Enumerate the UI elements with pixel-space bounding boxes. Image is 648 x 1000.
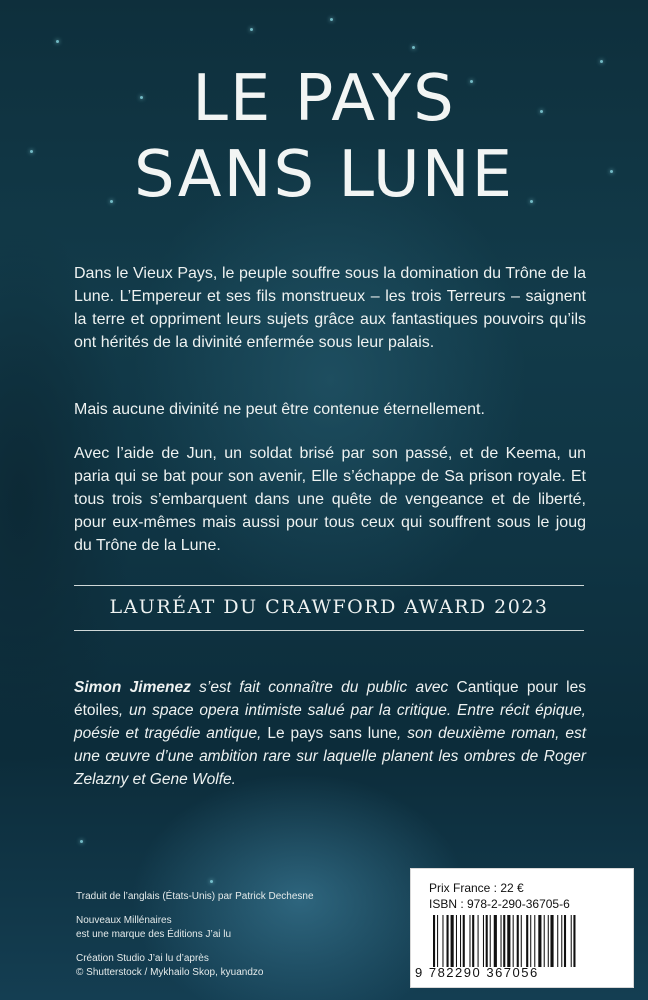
barcode-number: 9 782290 367056 bbox=[415, 965, 539, 980]
author-bio bbox=[74, 676, 586, 791]
bio-text-2: , un space opera intimiste salué par la critique. Entre récit épique, poésie et tragédie antique, bbox=[74, 702, 586, 742]
design-credit-2: © Shutterstock / Mykhailo Skop, kyuandzo bbox=[76, 967, 264, 978]
bio-book-1: Cantique pour les étoiles bbox=[74, 679, 586, 719]
bio-book-2: Le pays sans lune bbox=[267, 725, 398, 742]
blurb-paragraph-1: Dans le Vieux Pays, le peuple souffre sous la domination du Trône de la Lune. L’Empereur et ses fils monstrueux – les trois Terreurs – saignent la terre et oppriment leurs sujets grâce aux fantastiques pouvoirs qu’ils ont hérités de la divinité enfermée sous leur palais. bbox=[74, 265, 586, 351]
award-banner: LAURÉAT DU CRAWFORD AWARD 2023 bbox=[109, 596, 549, 618]
title-line-2: SANS LUNE bbox=[133, 138, 515, 212]
bio-text-1: s’est fait connaître du public avec bbox=[190, 679, 457, 696]
isbn-label: ISBN : 978-2-290-36705-6 bbox=[429, 897, 570, 911]
title-line-1: LE PAYS bbox=[192, 62, 456, 136]
imprint-line-1: Nouveaux Millénaires bbox=[76, 915, 172, 926]
barcode-box bbox=[410, 868, 634, 988]
barcode-icon bbox=[429, 915, 619, 967]
blurb-paragraph-3: Avec l’aide de Jun, un soldat brisé par son passé, et de Keema, un paria qui se bat pour son avenir, Elle s’échappe de Sa prison royale. Et tous trois s’embarquent dans une quête de vengeance et de liberté, pour eux-mêmes mais aussi pour tous ceux qui souffrent sous le joug du Trône de la Lune. bbox=[74, 445, 586, 554]
award-bottom-rule bbox=[74, 630, 584, 631]
award-top-rule bbox=[74, 585, 584, 586]
author-name: Simon Jimenez bbox=[74, 679, 191, 696]
translation-credit: Traduit de l’anglais (États-Unis) par Patrick Dechesne bbox=[76, 891, 314, 902]
design-credit-1: Création Studio J’ai lu d’après bbox=[76, 953, 209, 964]
price-label: Prix France : 22 € bbox=[429, 881, 524, 895]
bio-text-3: , son deuxième roman, est une œuvre d’une ambition rare sur laquelle planent les ombres de Roger Zelazny et Gene Wolfe. bbox=[74, 725, 587, 788]
imprint-line-2: est une marque des Éditions J’ai lu bbox=[76, 929, 232, 940]
blurb-paragraph-2: Mais aucune divinité ne peut être contenue éternellement. bbox=[74, 401, 485, 418]
